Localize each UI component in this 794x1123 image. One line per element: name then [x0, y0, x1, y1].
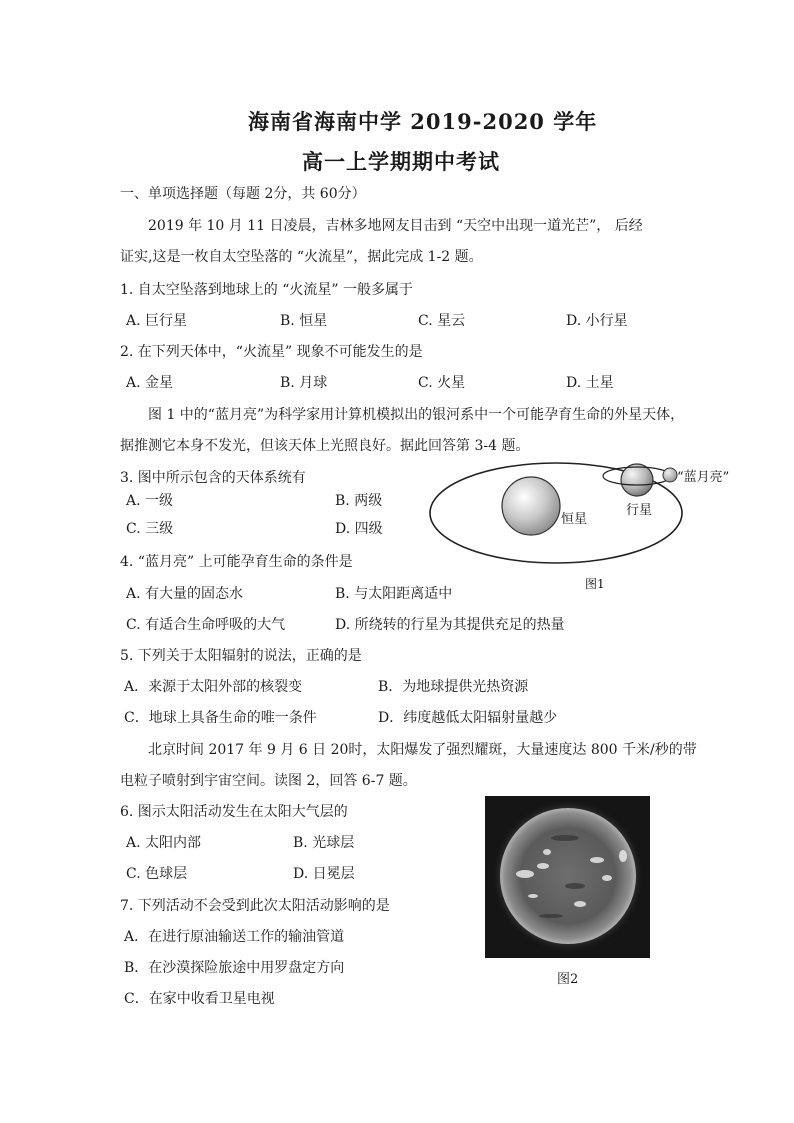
- q2-option-c: C. 火星: [418, 375, 466, 391]
- q2-option-a: A. 金星: [126, 375, 174, 391]
- q5-option-c: C．地球上具备生命的唯一条件: [124, 710, 317, 726]
- passage1-line2: 证实,这是一枚自太空坠落的 “火流星”，据此完成 1-2 题。: [120, 249, 483, 265]
- figure2-sun-image: [485, 796, 650, 958]
- figure1-caption: 图1: [585, 577, 605, 591]
- section-heading: 一、单项选择题（每题 2分，共 60分）: [120, 186, 366, 202]
- q4-option-a: A. 有大量的固态水: [126, 586, 244, 602]
- q3-option-c: C. 三级: [126, 521, 174, 537]
- q1-option-b: B. 恒星: [280, 313, 328, 329]
- q6-stem: 6. 图示太阳活动发生在太阳大气层的: [120, 804, 348, 820]
- q2-option-d: D. 土星: [566, 375, 614, 391]
- figure2-caption: 图2: [557, 972, 579, 987]
- q4-option-b: B. 与太阳距离适中: [335, 586, 453, 602]
- q5-stem: 5. 下列关于太阳辐射的说法，正确的是: [120, 648, 362, 664]
- planet-sphere: [621, 464, 653, 496]
- q6-option-c: C. 色球层: [126, 866, 188, 882]
- q5-option-b: B．为地球提供光热资源: [378, 679, 529, 695]
- passage1-line1: 2019 年 10 月 11 日凌晨，吉林多地网友目击到 “天空中出现一道光芒”， 后经: [148, 218, 643, 234]
- passage3-line2: 电粒子喷射到宇宙空间。读图 2，回答 6-7 题。: [120, 773, 417, 789]
- q4-option-d: D. 所绕转的行星为其提供充足的热量: [335, 617, 565, 633]
- q2-option-b: B. 月球: [280, 375, 328, 391]
- q3-option-b: B. 两级: [335, 493, 383, 509]
- q1-option-d: D. 小行星: [566, 313, 628, 329]
- q7-option-c: C．在家中收看卫星电视: [124, 991, 275, 1007]
- q3-option-d: D. 四级: [335, 521, 383, 537]
- passage3-line1: 北京时间 2017 年 9 月 6 日 20时，太阳爆发了强烈耀斑，大量速度达 800 千米/秒的带: [148, 742, 697, 758]
- q7-stem: 7. 下列活动不会受到此次太阳活动影响的是: [120, 898, 390, 914]
- q5-option-d: D．纬度越低太阳辐射量越少: [378, 710, 558, 726]
- q5-option-a: A．来源于太阳外部的核裂变: [124, 679, 303, 695]
- q6-option-d: D. 日冕层: [293, 866, 355, 882]
- star-label: 恒星: [561, 512, 588, 527]
- q4-stem: 4. “蓝月亮” 上可能孕育生命的条件是: [120, 554, 353, 570]
- exam-title-line2: 高一上学期期中考试: [302, 149, 500, 174]
- q1-stem: 1. 自太空坠落到地球上的 “火流星” 一般多属于: [120, 282, 414, 298]
- star-sphere: [502, 477, 560, 535]
- passage2-line2: 据推测它本身不发光，但该天体上光照良好。据此回答第 3-4 题。: [120, 438, 530, 454]
- planet-label: 行星: [626, 503, 653, 518]
- q7-option-a: A．在进行原油输送工作的输油管道: [124, 929, 345, 945]
- passage2-line1: 图 1 中的“蓝月亮”为科学家用计算机模拟出的银河系中一个可能孕育生命的外星天体，: [148, 407, 685, 423]
- blue-moon-sphere: [663, 468, 677, 482]
- q7-option-b: B．在沙漠探险旅途中用罗盘定方向: [124, 960, 345, 976]
- q6-option-a: A. 太阳内部: [126, 835, 202, 851]
- exam-title-line1: 海南省海南中学 2019-2020 学年: [248, 109, 598, 134]
- q2-stem: 2. 在下列天体中，“火流星” 现象不可能发生的是: [120, 344, 423, 360]
- q6-option-b: B. 光球层: [293, 835, 355, 851]
- q3-stem: 3. 图中所示包含的天体系统有: [120, 470, 306, 486]
- figure1-orbit-diagram: [430, 455, 730, 595]
- q4-option-c: C. 有适合生命呼吸的大气: [126, 617, 286, 633]
- q3-option-a: A. 一级: [126, 493, 174, 509]
- q1-option-c: C. 星云: [418, 313, 466, 329]
- q1-option-a: A. 巨行星: [126, 313, 188, 329]
- blue-moon-label: “蓝月亮”: [677, 470, 730, 485]
